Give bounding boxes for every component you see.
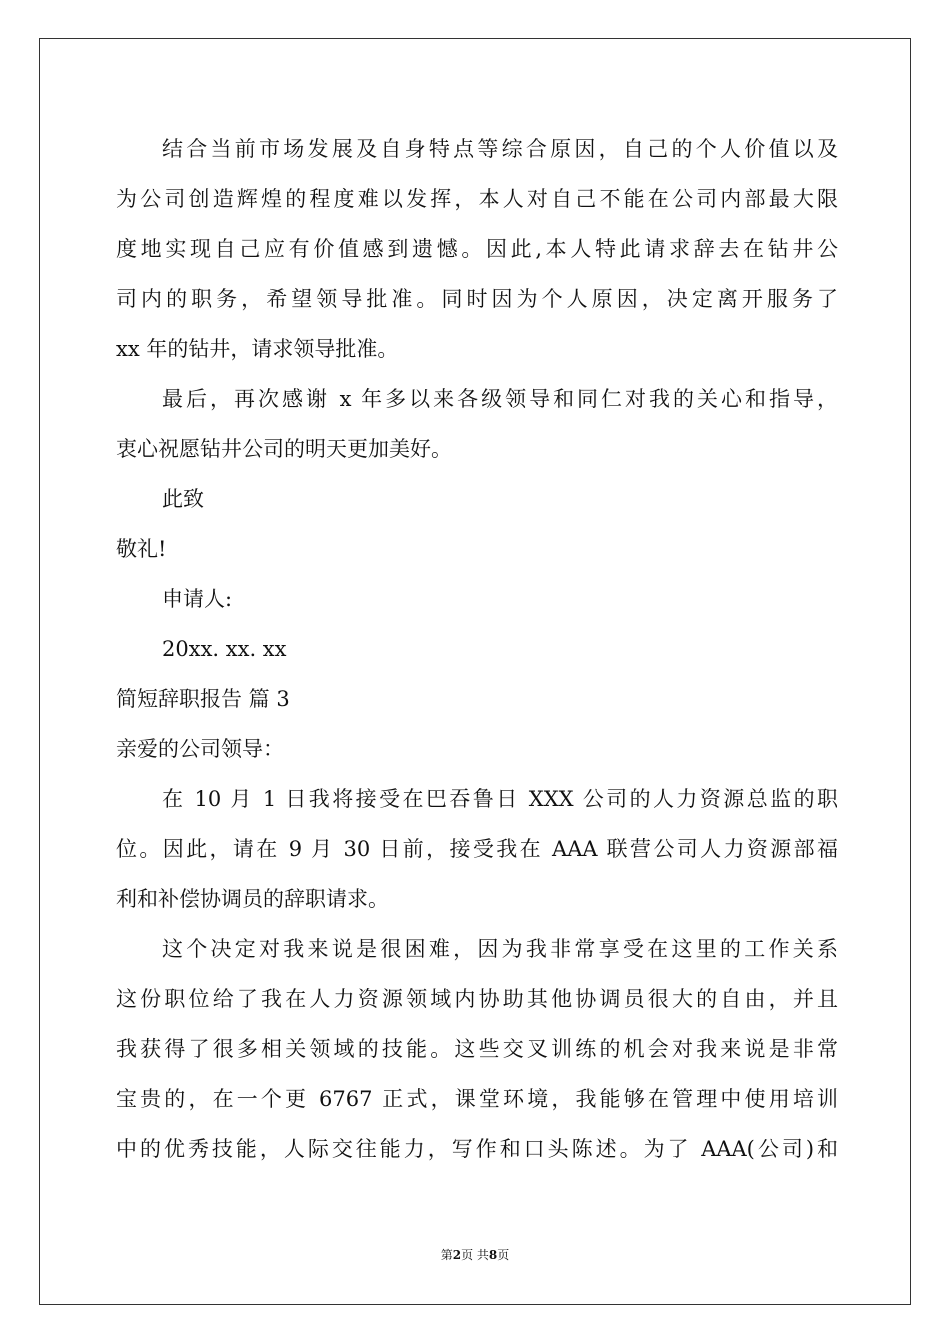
text-line: 我获得了很多相关领域的技能。这些交叉训练的机会对我来说是非常 [116, 1037, 838, 1061]
closing-salutation: 此致 [162, 487, 204, 511]
page-footer [0, 1246, 950, 1263]
text-line: 在 10 月 1 日我将接受在巴吞鲁日 XXX 公司的人力资源总监的职 [162, 787, 838, 811]
text-line: 为公司创造辉煌的程度难以发挥，本人对自己不能在公司内部最大限 [116, 187, 838, 211]
text-line: 最后，再次感谢 x 年多以来各级领导和同仁对我的关心和指导， [162, 387, 838, 411]
closing-respect: 敬礼! [116, 537, 167, 561]
text-line: 度地实现自己应有价值感到遗憾。因此,本人特此请求辞去在钻井公 [116, 237, 838, 261]
text-line: 中的优秀技能，人际交往能力，写作和口头陈述。为了 AAA(公司)和 [116, 1137, 838, 1161]
document-body [116, 124, 838, 1174]
text-line: xx 年的钻井，请求领导批准。 [116, 337, 399, 361]
footer-page-current: 2 [452, 1248, 462, 1262]
text-line: 司内的职务，希望领导批准。同时因为个人原因，决定离开服务了 [116, 287, 838, 311]
text-line: 结合当前市场发展及自身特点等综合原因，自己的个人价值以及 [162, 137, 838, 161]
footer-page-total: 8 [488, 1248, 498, 1262]
applicant-label: 申请人: [162, 587, 233, 611]
text-line: 利和补偿协调员的辞职请求。 [116, 887, 389, 911]
footer-page-suffix: 页 [497, 1248, 510, 1262]
text-line: 衷心祝愿钻井公司的明天更加美好。 [116, 437, 452, 461]
greeting: 亲爱的公司领导： [116, 737, 284, 761]
footer-page-mid: 页 共 [461, 1248, 489, 1262]
text-line: 这份职位给了我在人力资源领域内协助其他协调员很大的自由，并且 [116, 987, 838, 1011]
footer-page-prefix: 第 [440, 1248, 453, 1262]
text-line: 这个决定对我来说是很困难，因为我非常享受在这里的工作关系 [162, 937, 838, 961]
text-line: 位。因此，请在 9 月 30 日前，接受我在 AAA 联营公司人力资源部福 [116, 837, 838, 861]
section-title: 简短辞职报告 篇 3 [116, 687, 290, 711]
date-line: 20xx. xx. xx [162, 637, 287, 661]
text-line: 宝贵的，在一个更 6767 正式，课堂环境，我能够在管理中使用培训 [116, 1087, 838, 1111]
